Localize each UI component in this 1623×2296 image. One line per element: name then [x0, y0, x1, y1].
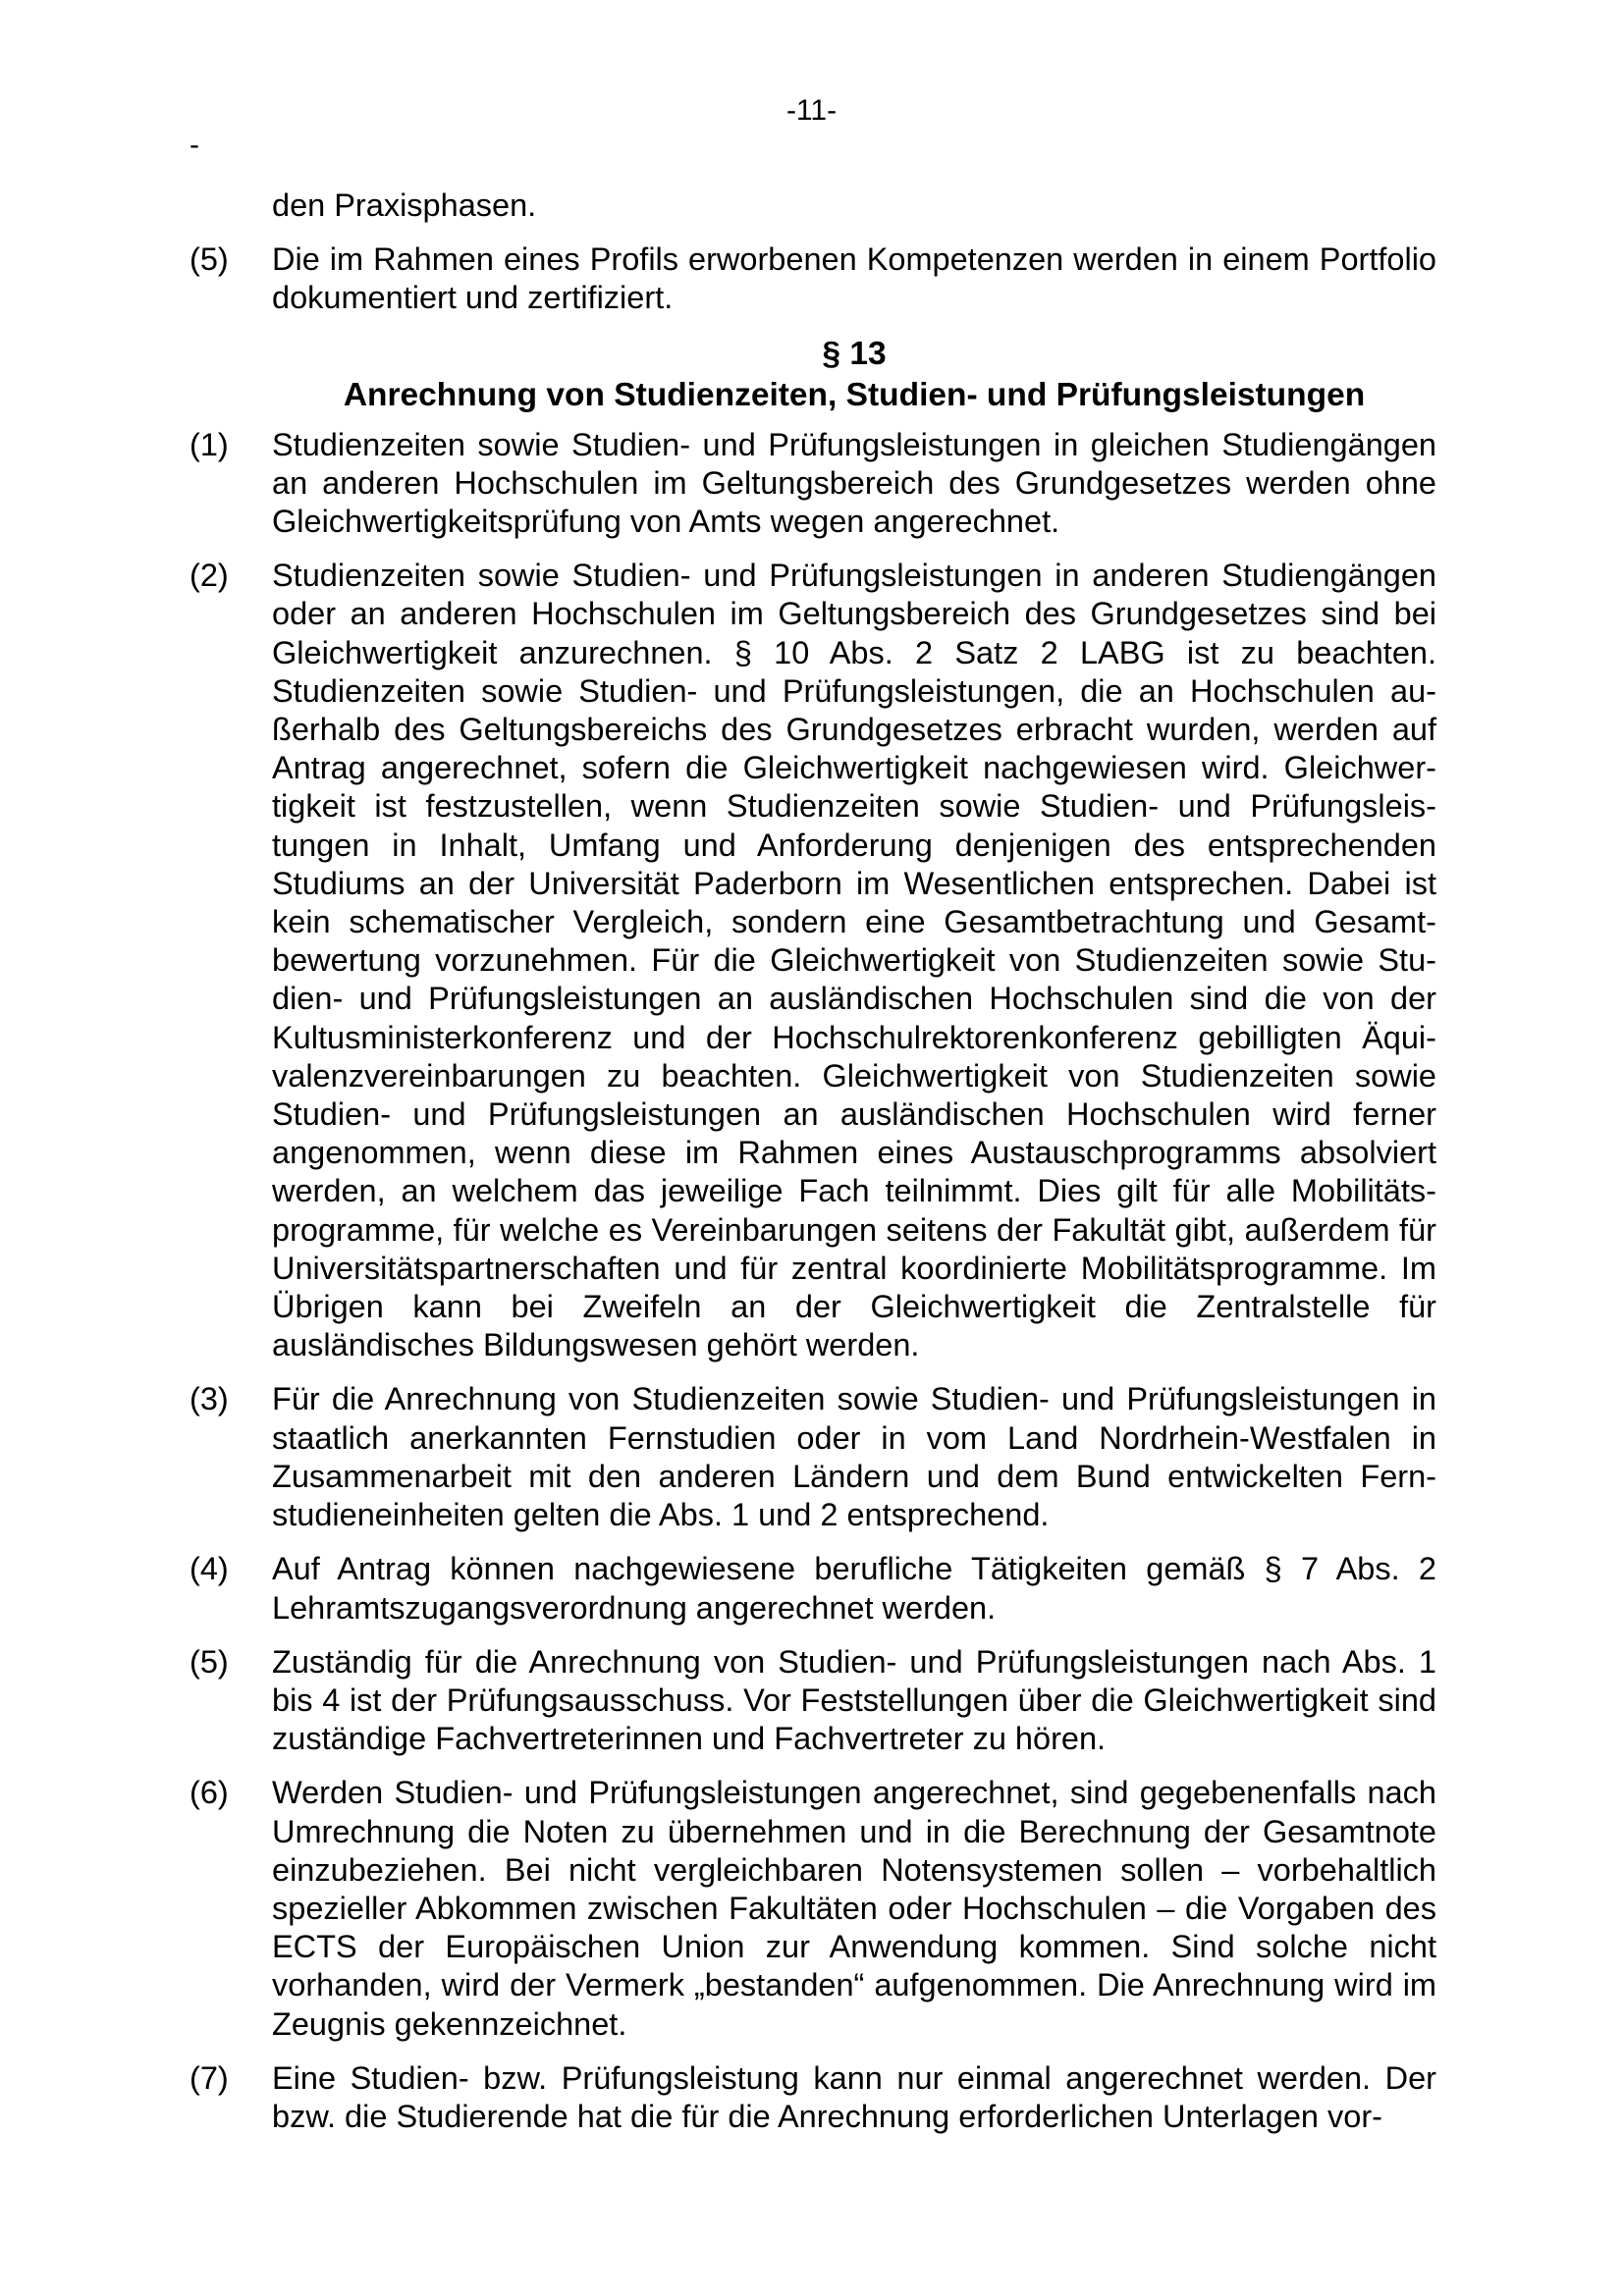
paragraph-number: (6) — [189, 1775, 229, 1811]
paragraph-number: (4) — [189, 1551, 229, 1587]
paragraph-number: (2) — [189, 558, 229, 594]
paragraph-3 — [189, 1380, 1436, 1534]
paragraph-text: Werden Studien- und Prüfungsleistungen angerechnet, sind gegebenenfalls nach Umrechnung die Noten zu übernehmen und in die Berechnung der Gesamtnote einzubeziehen. Bei nicht vergleichbaren Notensystemen sollen – vorbehaltlich spezieller Abkommen zwischen Fakultäten oder Hochschulen – die Vorgaben des ECTS der Europäischen Union zur Anwendung kommen. Sind solche nicht vorhanden, wird der Vermerk „bestanden“ aufgenommen. Die Anrechnung wird im Zeugnis gekennzeichnet. — [272, 1775, 1436, 2042]
continuation-paragraph — [189, 187, 1436, 225]
paragraph-text: Studienzeiten sowie Studien- und Prüfungsleistungen in gleichen Studiengängen an anderen Hochschulen im Geltungsbereich des Grundgesetzes werden ohne Gleichwertigkeitsprüfung von Amts wegen angerechnet. — [272, 426, 1436, 540]
paragraph-prev-5 — [189, 240, 1436, 317]
document-body — [189, 187, 1436, 2152]
paragraph-7 — [189, 2059, 1436, 2136]
paragraph-text: Zuständig für die Anrechnung von Studien- und Prüfungsleistungen nach Abs. 1 bis 4 ist der Prüfungsausschuss. Vor Feststellungen über die Gleichwertigkeit sind zuständige Fachvertreterinnen und Fachvertreter zu hören. — [272, 1643, 1436, 1757]
section-title: Anrechnung von Studienzeiten, Studien- und Prüfungsleistungen — [343, 376, 1366, 413]
paragraph-text: den Praxisphasen. — [272, 187, 537, 223]
paragraph-number: (3) — [189, 1381, 229, 1417]
paragraph-text: Eine Studien- bzw. Prüfungsleistung kann nur einmal angerechnet werden. Der bzw. die Studierende hat die für die Anrechnung erforderlichen Unterlagen vor- — [272, 2059, 1436, 2134]
paragraph-5 — [189, 1643, 1436, 1759]
section-number: § 13 — [822, 335, 887, 372]
paragraph-6 — [189, 1774, 1436, 2043]
section-heading — [189, 334, 1436, 416]
page-number: -11- — [785, 94, 838, 127]
paragraph-text: Die im Rahmen eines Profils erworbenen Kompetenzen werden in einem Portfolio dokumentiert und zertifiziert. — [272, 241, 1436, 316]
page-dash: - — [189, 129, 199, 161]
paragraph-text: Für die Anrechnung von Studienzeiten sowie Studien- und Prüfungsleistungen in staatlich anerkannten Fernstudien oder in vom Land Nordrhein-Westfalen in Zusammenarbeit mit den anderen Ländern und dem Bund entwickelten Fernstudieneinheiten gelten die Abs. 1 und 2 entsprechend. — [272, 1381, 1436, 1533]
paragraph-number: (7) — [189, 2059, 229, 2096]
paragraph-number: (5) — [189, 241, 229, 278]
paragraph-2 — [189, 557, 1436, 1364]
paragraph-number: (1) — [189, 426, 229, 462]
paragraph-number: (5) — [189, 1643, 229, 1680]
paragraph-1 — [189, 426, 1436, 542]
paragraph-text: Auf Antrag können nachgewiesene berufliche Tätigkeiten gemäß § 7 Abs. 2 Lehramtszugangsverordnung angerechnet werden. — [272, 1551, 1436, 1626]
paragraph-4 — [189, 1550, 1436, 1627]
paragraph-text: Studienzeiten sowie Studien- und Prüfungsleistungen in anderen Studiengängen oder an anderen Hochschulen im Geltungsbereich des Grundgesetzes sind bei Gleichwertigkeit anzurechnen. § 10 Abs. 2 Satz 2 LABG ist zu beachten. Studienzeiten sowie Studien- und Prüfungsleistungen, die an Hochschulen außerhalb des Geltungsbereichs des Grundgesetzes erbracht wurden, werden auf Antrag angerechnet, sofern die Gleichwertigkeit nachgewiesen wird. Gleichwertigkeit ist festzustellen, wenn Studienzeiten sowie Studien- und Prüfungsleistungen in Inhalt, Umfang und Anforderung denjenigen des entsprechenden Studiums an der Universität Paderborn im Wesentlichen entsprechen. Dabei ist kein schematischer Vergleich, sondern eine Gesamtbetrachtung und Gesamtbewertung vorzunehmen. Für die Gleichwertigkeit von Studienzeiten sowie Studien- und Prüfungsleistungen an ausländischen Hochschulen sind die von der Kultusministerkonferenz und der Hochschulrektorenkonferenz gebilligten Äquivalenzvereinbarungen zu beachten. Gleichwertigkeit von Studienzeiten sowie Studien- und Prüfungsleistungen an ausländischen Hochschulen wird ferner angenommen, wenn diese im Rahmen eines Austauschprogramms absolviert werden, an welchem das jeweilige Fach teilnimmt. Dies gilt für alle Mobilitätsprogramme, für welche es Vereinbarungen seitens der Fakultät gibt, außerdem für Universitätspartnerschaften und für zentral koordinierte Mobilitätsprogramme. Im Übrigen kann bei Zweifeln an der Gleichwertigkeit die Zentralstelle für ausländisches Bildungswesen gehört werden. — [272, 558, 1436, 1363]
